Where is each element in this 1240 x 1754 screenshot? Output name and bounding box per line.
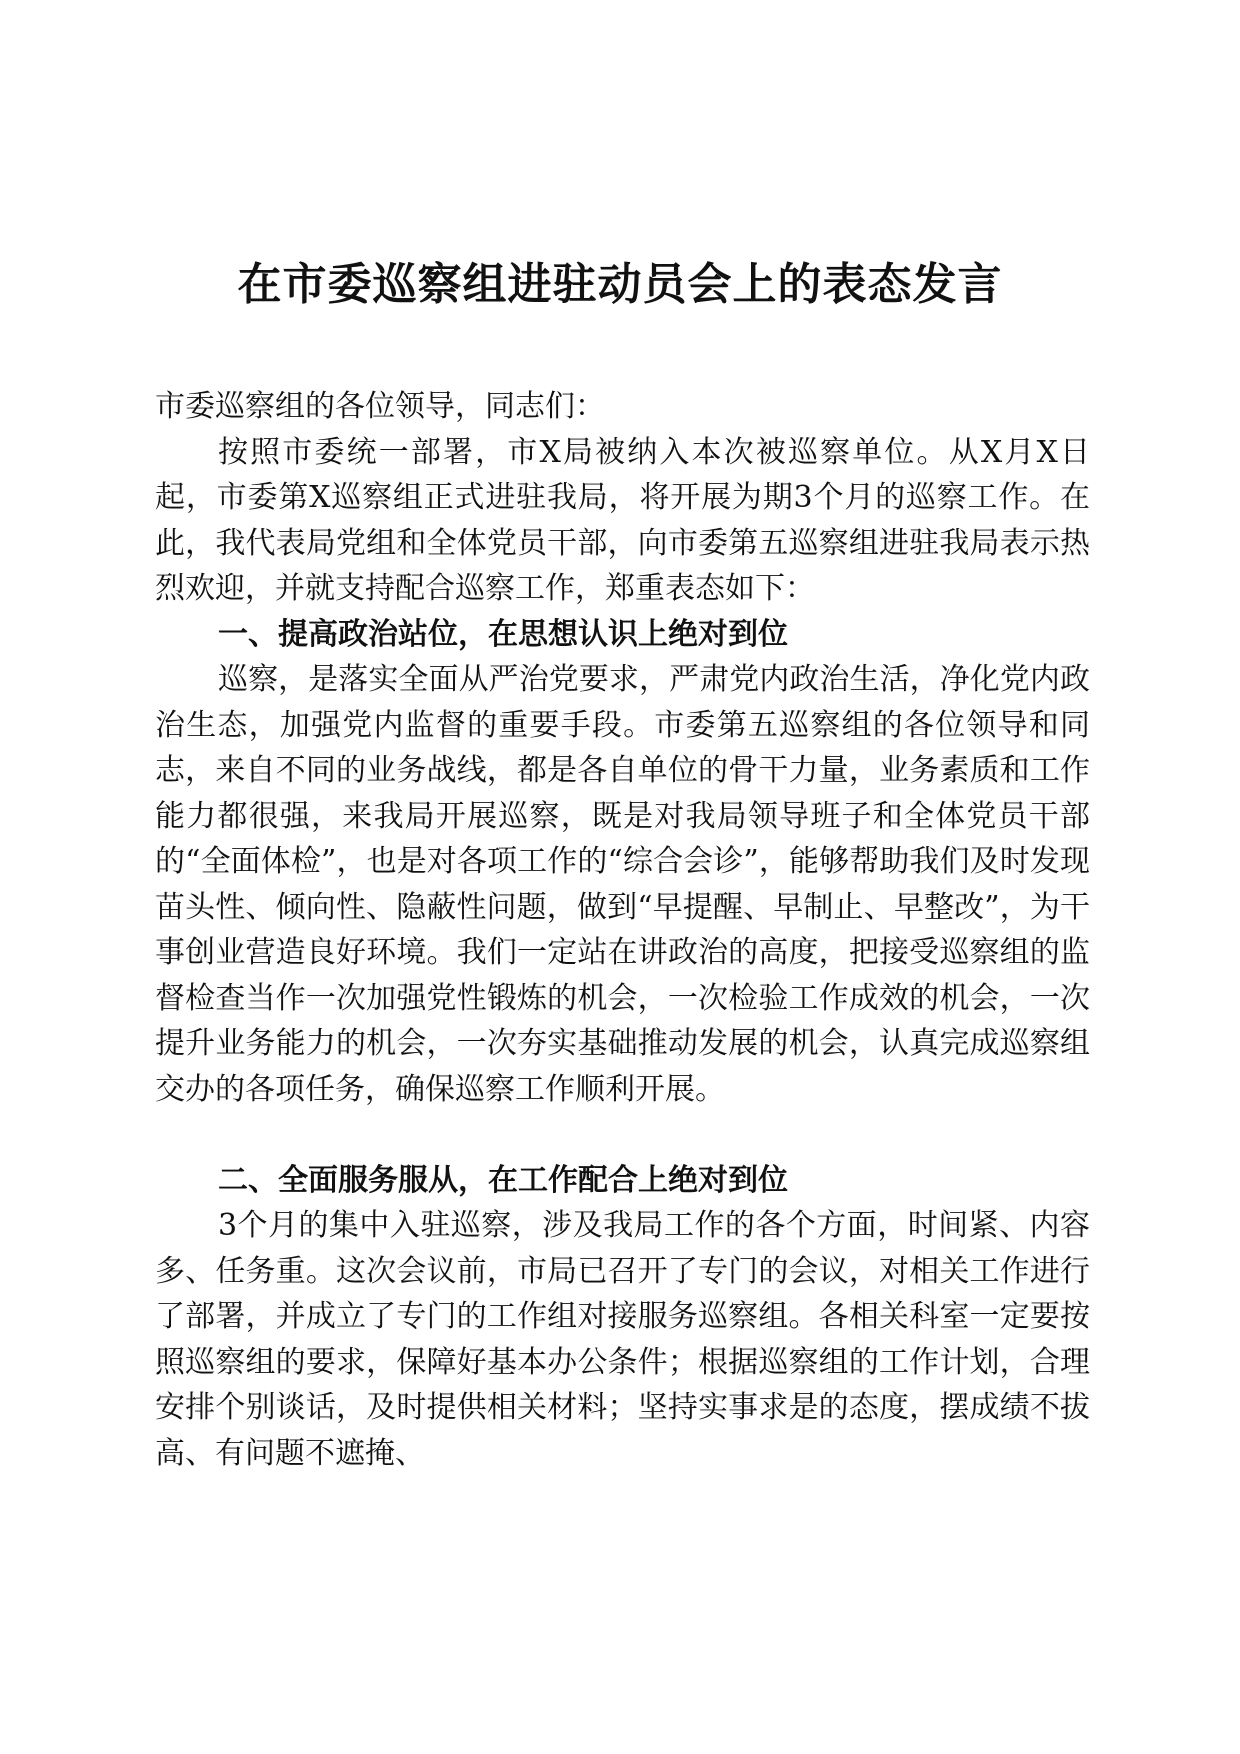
document-body — [155, 384, 1090, 1476]
salutation: 市委巡察组的各位领导，同志们： — [155, 389, 605, 424]
document-title: 在市委巡察组进驻动员会上的表态发言 — [237, 259, 1003, 310]
section-paragraph-2: 3个月的集中入驻巡察，涉及我局工作的各个方面，时间紧、内容多、任务重。这次会议前，市局已召开了专门的会议，对相关工作进行了部署，并成立了专门的工作组对接服务巡察组。各相关科室一定要按照巡察组的要求，保障好基本办公条件；根据巡察组的工作计划，合理安排个别谈话，及时提供相关材料；坚持实事求是的态度，摆成绩不拔高、有问题不遮掩、 — [155, 1208, 1090, 1471]
intro-paragraph: 按照市委统一部署，市X局被纳入本次被巡察单位。从X月X日起，市委第X巡察组正式进驻我局，将开展为期3个月的巡察工作。在此，我代表局党组和全体党员干部，向市委第五巡察组进驻我局表示热烈欢迎，并就支持配合巡察工作，郑重表态如下： — [155, 434, 1090, 606]
section-heading-1: 一、提高政治站位，在思想认识上绝对到位 — [218, 616, 788, 652]
section-heading-2: 二、全面服务服从，在工作配合上绝对到位 — [218, 1162, 788, 1198]
section-paragraph-1: 巡察，是落实全面从严治党要求，严肃党内政治生活，净化党内政治生态，加强党内监督的重要手段。市委第五巡察组的各位领导和同志，来自不同的业务战线，都是各自单位的骨干力量，业务素质和工作能力都很强，来我局开展巡察，既是对我局领导班子和全体党员干部的“全面体检”，也是对各项工作的“综合会诊”，能够帮助我们及时发现苗头性、倾向性、隐蔽性问题，做到“早提醒、早制止、早整改”，为干事创业营造良好环境。我们一定站在讲政治的高度，把接受巡察组的监督检查当作一次加强党性锻炼的机会，一次检验工作成效的机会，一次提升业务能力的机会，一次夯实基础推动发展的机会，认真完成巡察组交办的各项任务，确保巡察工作顺利开展。 — [155, 662, 1090, 1107]
